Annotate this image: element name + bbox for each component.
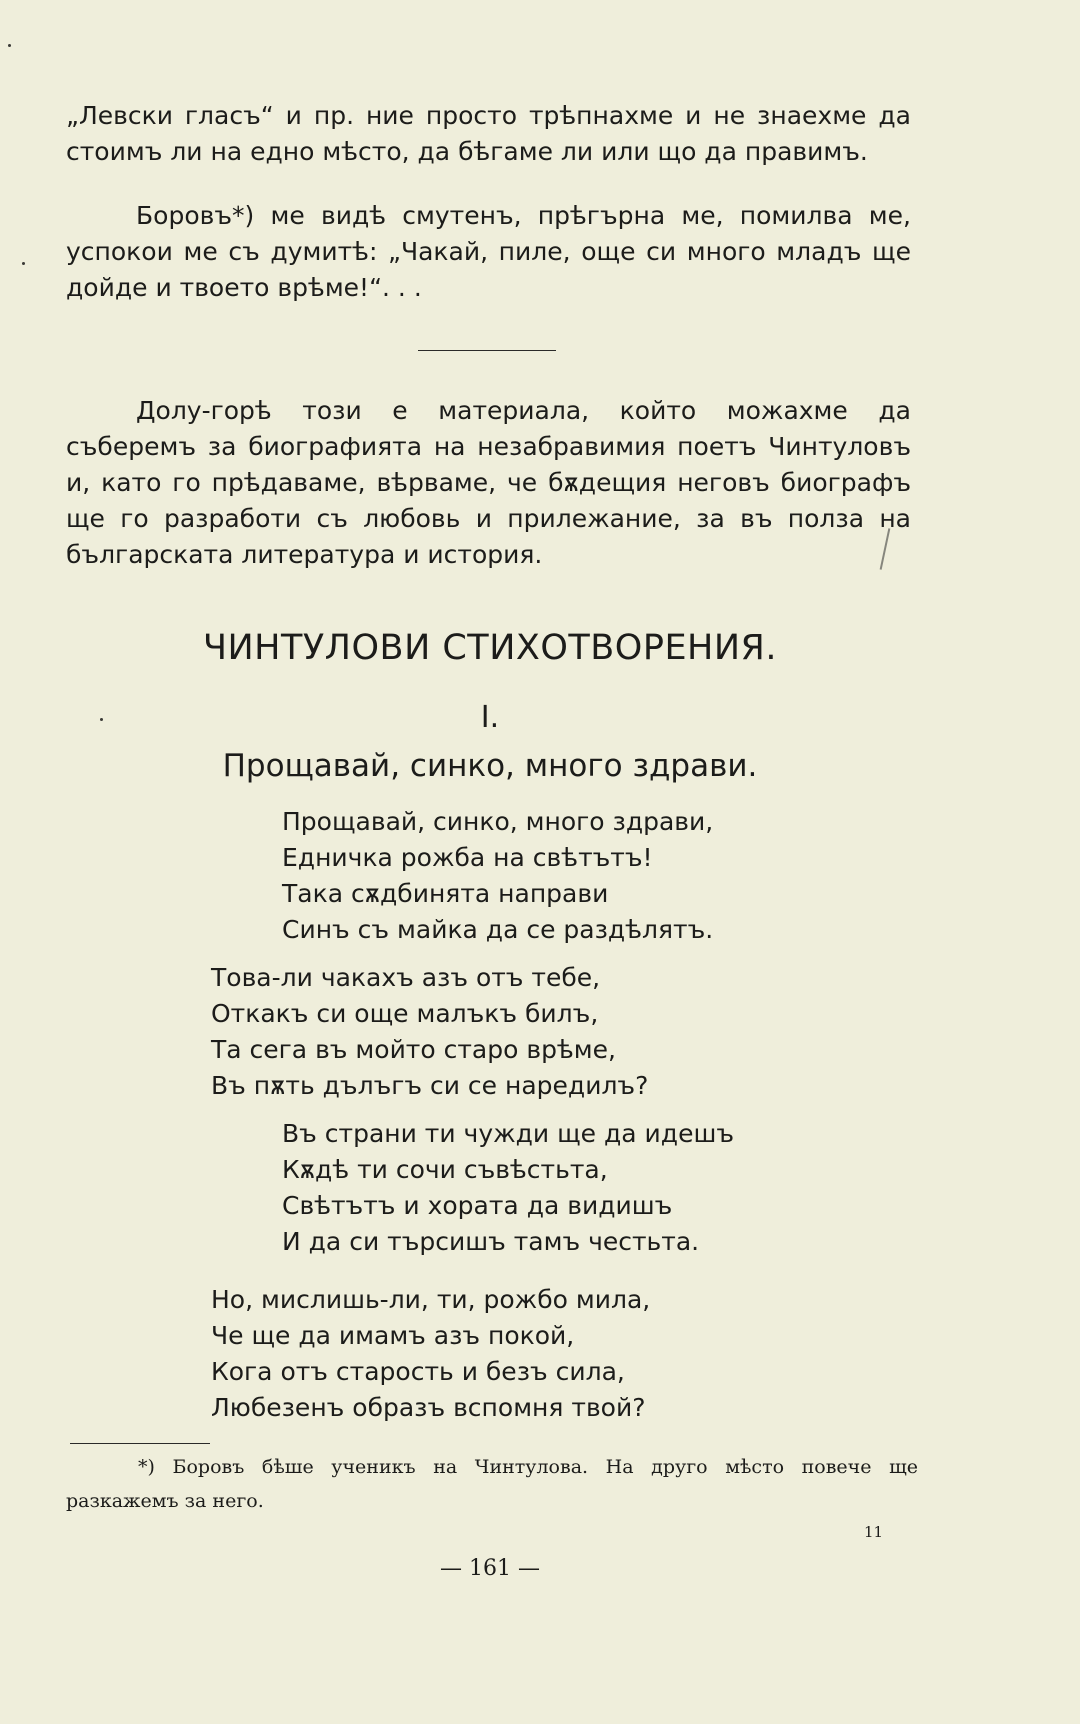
paragraph-conclusion: [66, 393, 911, 573]
poem-line: Синъ съ майка да се раздѣлятъ.: [282, 915, 714, 944]
section-title: ЧИНТУЛОВИ СТИХОТВОРЕНИЯ.: [202, 628, 778, 668]
paper-speck: [22, 262, 25, 265]
footnote-rule: [70, 1443, 210, 1444]
page-number: — 161 —: [440, 1556, 540, 1581]
poem-line: Едничка рожба на свѣтътъ!: [282, 843, 653, 872]
paragraph-text: „Левски гласъ“ и пр. ние просто трѣпнахме и не знаехме да стоимъ ли на едно мѣсто, да бѣгаме ли или що да правимъ.: [66, 101, 911, 166]
poem-stanza: [211, 1282, 650, 1426]
paper-speck: [8, 44, 11, 47]
signature-mark: 11: [864, 1523, 884, 1541]
paragraph-borov: [66, 198, 911, 306]
paragraph-continuation: [66, 98, 911, 170]
poem-line: Въ страни ти чужди ще да идешъ: [282, 1119, 735, 1148]
poem-line: Кѫдѣ ти сочи съвѣстьта,: [282, 1155, 608, 1184]
poem-number: I.: [480, 700, 500, 735]
section-separator: [418, 350, 556, 351]
poem-line: Но, мислишь-ли, ти, рожбо мила,: [211, 1285, 651, 1314]
poem-line: Че ще да имамъ азъ покой,: [211, 1321, 575, 1350]
footnote: [66, 1450, 918, 1518]
poem-line: И да си търсишъ тамъ честьта.: [282, 1227, 700, 1256]
poem-line: Свѣтътъ и хората да видишъ: [282, 1191, 673, 1220]
poem-line: Въ пѫть дълъгъ си се наредилъ?: [211, 1071, 649, 1100]
poem-title: Прощавай, синко, много здрави.: [222, 748, 758, 784]
poem-line: Прощавай, синко, много здрави,: [282, 807, 714, 836]
poem-line: Така сѫдбинята направи: [282, 879, 609, 908]
poem-line: Кога отъ старость и безъ сила,: [211, 1357, 625, 1386]
poem-stanza: [211, 960, 648, 1104]
poem-line: Любезенъ образъ вспомня твой?: [211, 1393, 646, 1422]
paragraph-text: Долу-горѣ този е материала, който можахме да съберемъ за биографията на незабравимия поетъ Чинтуловъ и, като го прѣдаваме, вѣрваме, че бѫдещия неговъ биографъ ще го разработи съ любовь и прилежание, за въ полза на българската литература и история.: [66, 396, 911, 569]
poem-stanza: [282, 1116, 734, 1260]
footnote-text: *) Боровъ бѣше ученикъ на Чинтулова. На друго мѣсто повече ще разкажемъ за него.: [66, 1456, 918, 1512]
poem-stanza: [282, 804, 713, 948]
paragraph-text: Боровъ*) ме видѣ смутенъ, прѣгърна ме, помилва ме, успокои ме съ думитѣ: „Чакай, пиле, още си много младъ ще дойде и твоето врѣме!“. . .: [66, 201, 911, 302]
poem-line: Та сега въ мойто старо врѣме,: [211, 1035, 616, 1064]
poem-line: Това-ли чакахъ азъ отъ тебе,: [211, 963, 601, 992]
poem-line: Откакъ си още малъкъ билъ,: [211, 999, 599, 1028]
